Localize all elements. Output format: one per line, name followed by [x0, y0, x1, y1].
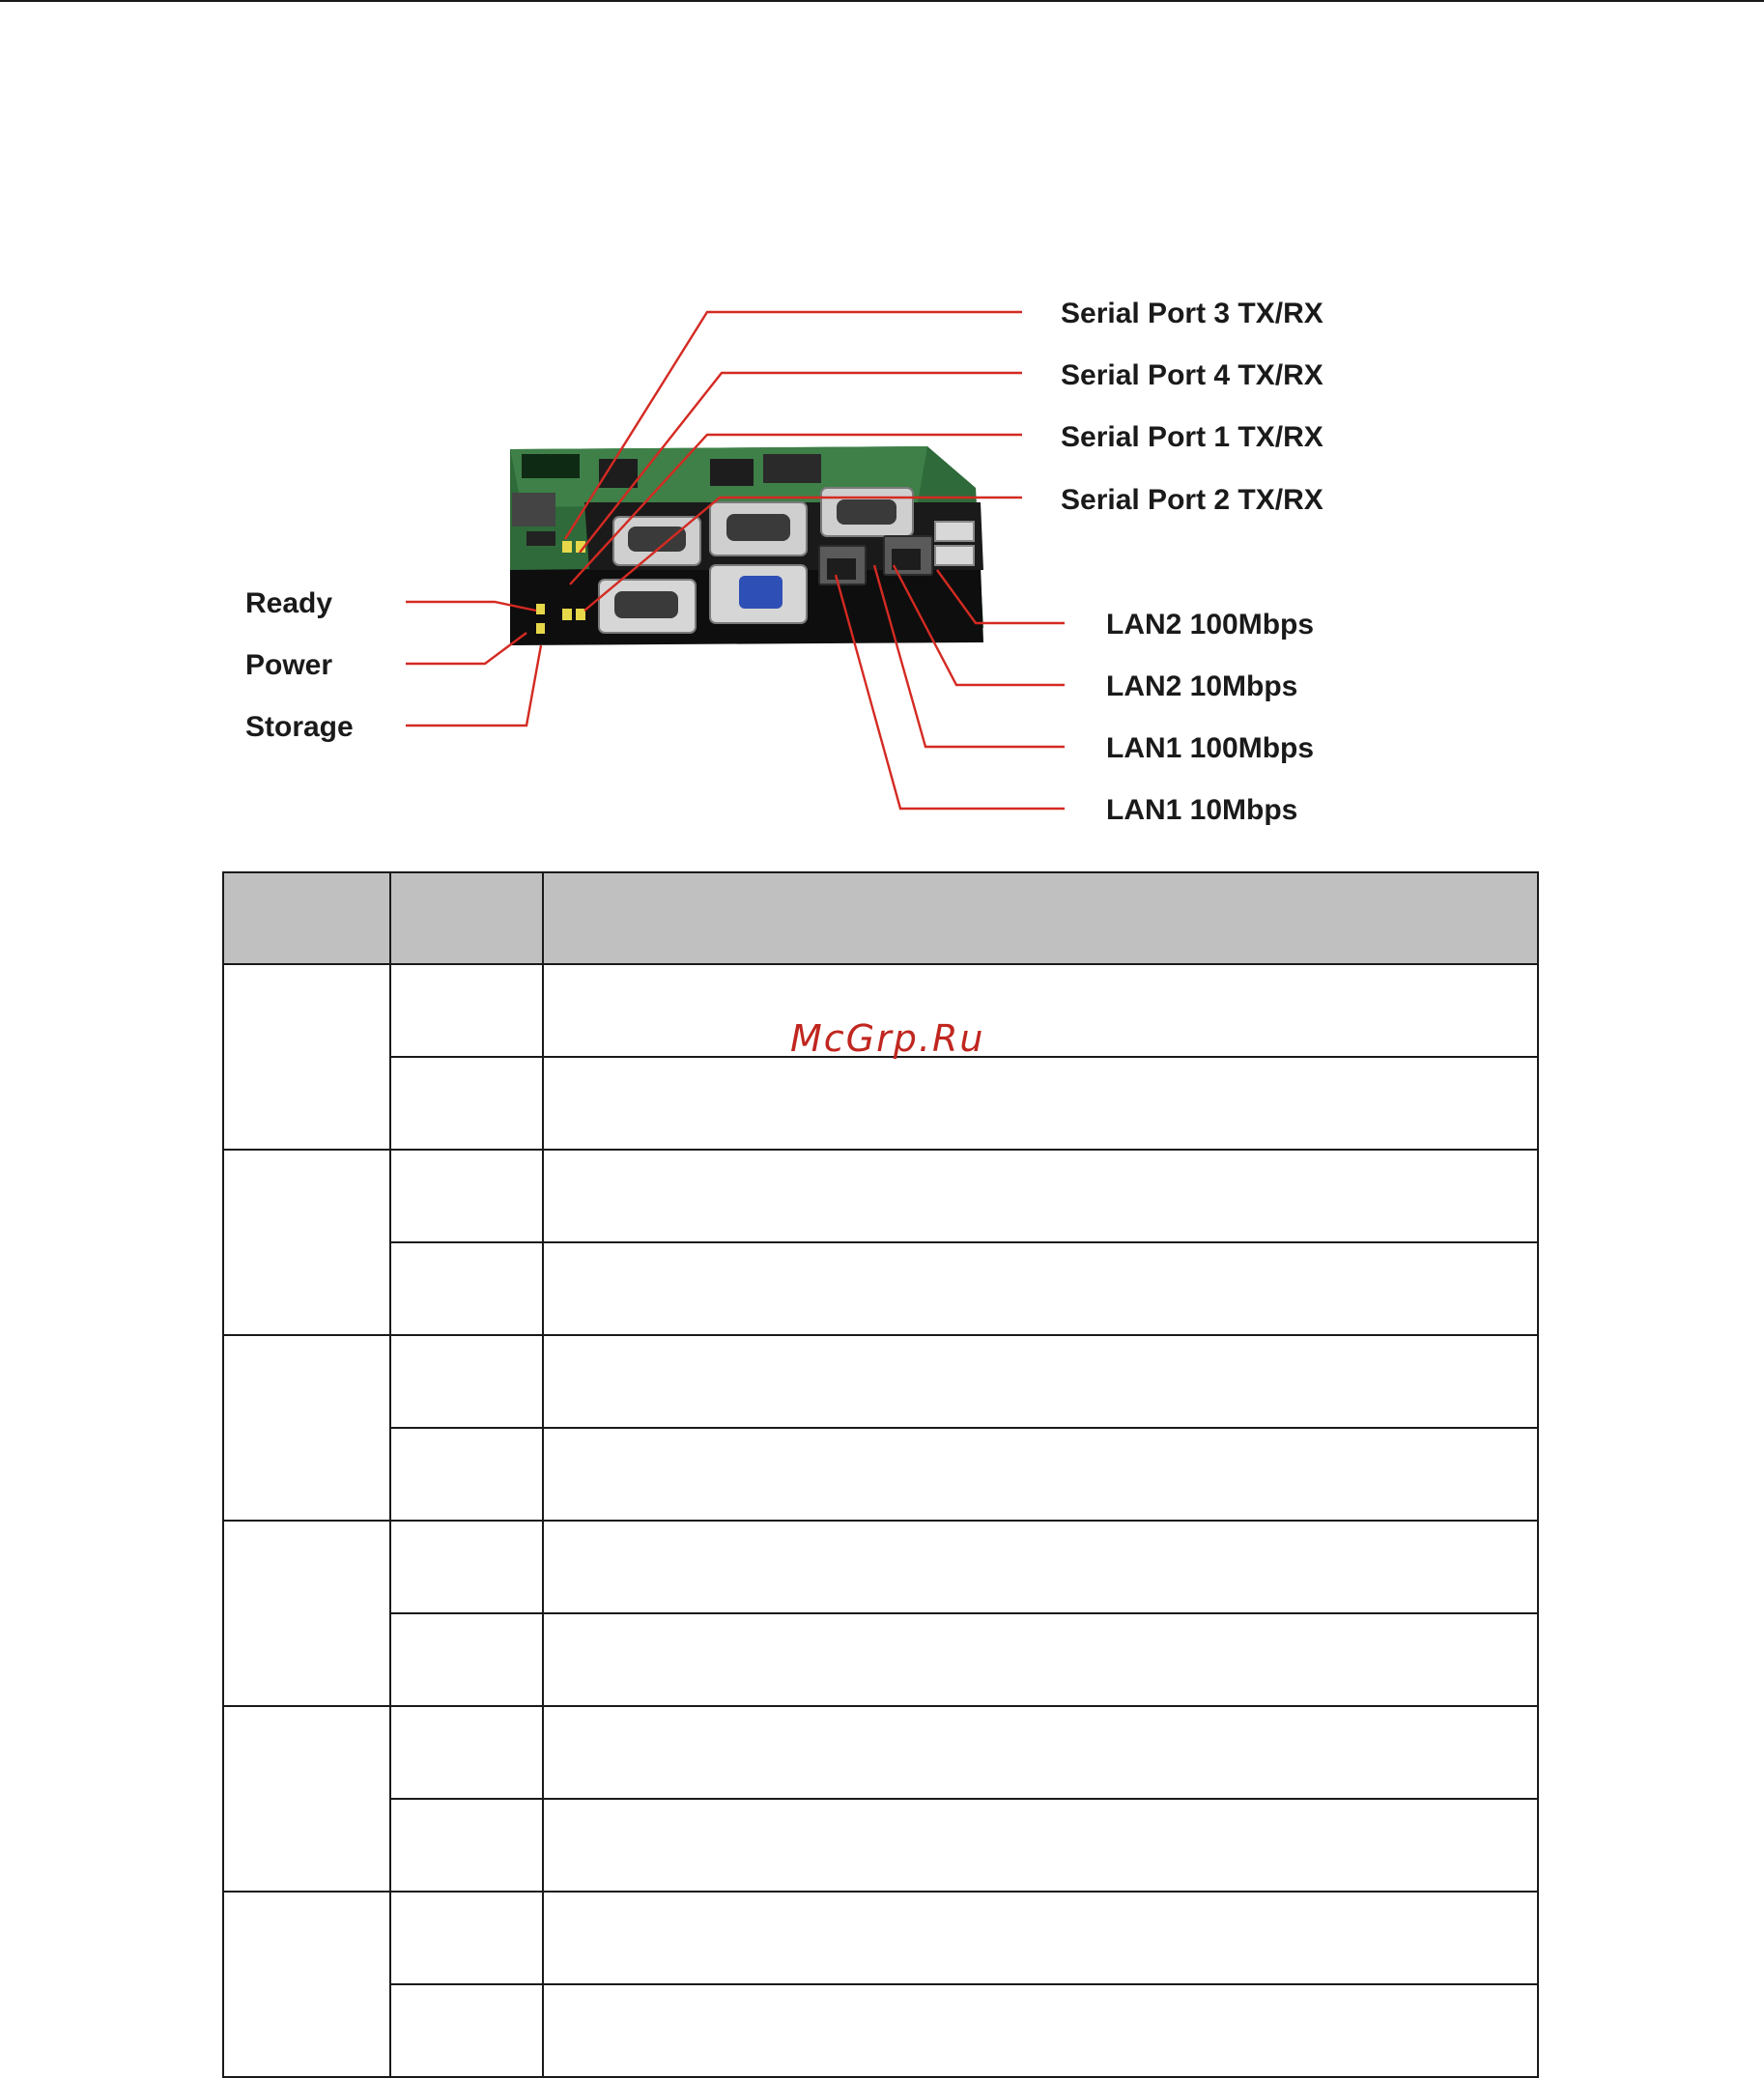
table-row	[223, 1428, 1538, 1521]
table-cell	[223, 1892, 390, 2077]
label-serial-port-2: Serial Port 2 TX/RX	[1061, 484, 1323, 516]
table-cell	[223, 1150, 390, 1335]
table-cell	[223, 1521, 390, 1706]
table-cell	[390, 1150, 543, 1242]
table-row	[223, 1335, 1538, 1428]
table-cell	[390, 1428, 543, 1521]
table-cell	[543, 964, 1538, 1057]
table-cell	[390, 1521, 543, 1613]
label-lan1-100: LAN1 100Mbps	[1106, 732, 1315, 764]
label-ready: Ready	[245, 587, 333, 619]
table-cell	[390, 1335, 543, 1428]
table-cell	[390, 964, 543, 1057]
label-serial-port-3: Serial Port 3 TX/RX	[1061, 298, 1323, 329]
header-cell	[543, 872, 1538, 964]
table-cell	[543, 1984, 1538, 2077]
table-cell	[543, 1613, 1538, 1706]
table-cell	[390, 1892, 543, 1984]
table-cell	[223, 1335, 390, 1521]
label-power: Power	[245, 649, 333, 681]
table-cell	[543, 1521, 1538, 1613]
table-cell	[543, 1706, 1538, 1799]
label-lan2-10: LAN2 10Mbps	[1106, 670, 1298, 702]
led-location-figure	[0, 0, 1764, 850]
header-cell	[223, 872, 390, 964]
table-row	[223, 1613, 1538, 1706]
table-row	[223, 1892, 1538, 1984]
table-cell	[543, 1150, 1538, 1242]
table-row	[223, 1150, 1538, 1242]
table-cell	[390, 1613, 543, 1706]
label-serial-port-1: Serial Port 1 TX/RX	[1061, 421, 1323, 453]
table-cell	[390, 1057, 543, 1150]
table-row	[223, 1521, 1538, 1613]
table-header-row	[223, 872, 1538, 964]
table-cell	[390, 1706, 543, 1799]
table-cell	[223, 1706, 390, 1892]
table-cell	[543, 1335, 1538, 1428]
table-cell	[543, 1057, 1538, 1150]
table-row	[223, 1706, 1538, 1799]
table-row	[223, 1984, 1538, 2077]
header-cell	[390, 872, 543, 964]
label-storage: Storage	[245, 711, 354, 743]
table-cell	[390, 1242, 543, 1335]
table-row	[223, 1799, 1538, 1892]
label-lan2-100: LAN2 100Mbps	[1106, 609, 1315, 640]
table-row	[223, 1057, 1538, 1150]
table-cell	[390, 1799, 543, 1892]
table-cell	[543, 1892, 1538, 1984]
label-serial-port-4: Serial Port 4 TX/RX	[1061, 359, 1323, 391]
table-cell	[390, 1984, 543, 2077]
watermark: McGrp.Ru	[790, 1017, 985, 1060]
table-cell	[543, 1428, 1538, 1521]
table-cell	[543, 1242, 1538, 1335]
table-cell	[543, 1799, 1538, 1892]
label-lan1-10: LAN1 10Mbps	[1106, 794, 1298, 826]
table-cell	[223, 964, 390, 1150]
table-row	[223, 1242, 1538, 1335]
